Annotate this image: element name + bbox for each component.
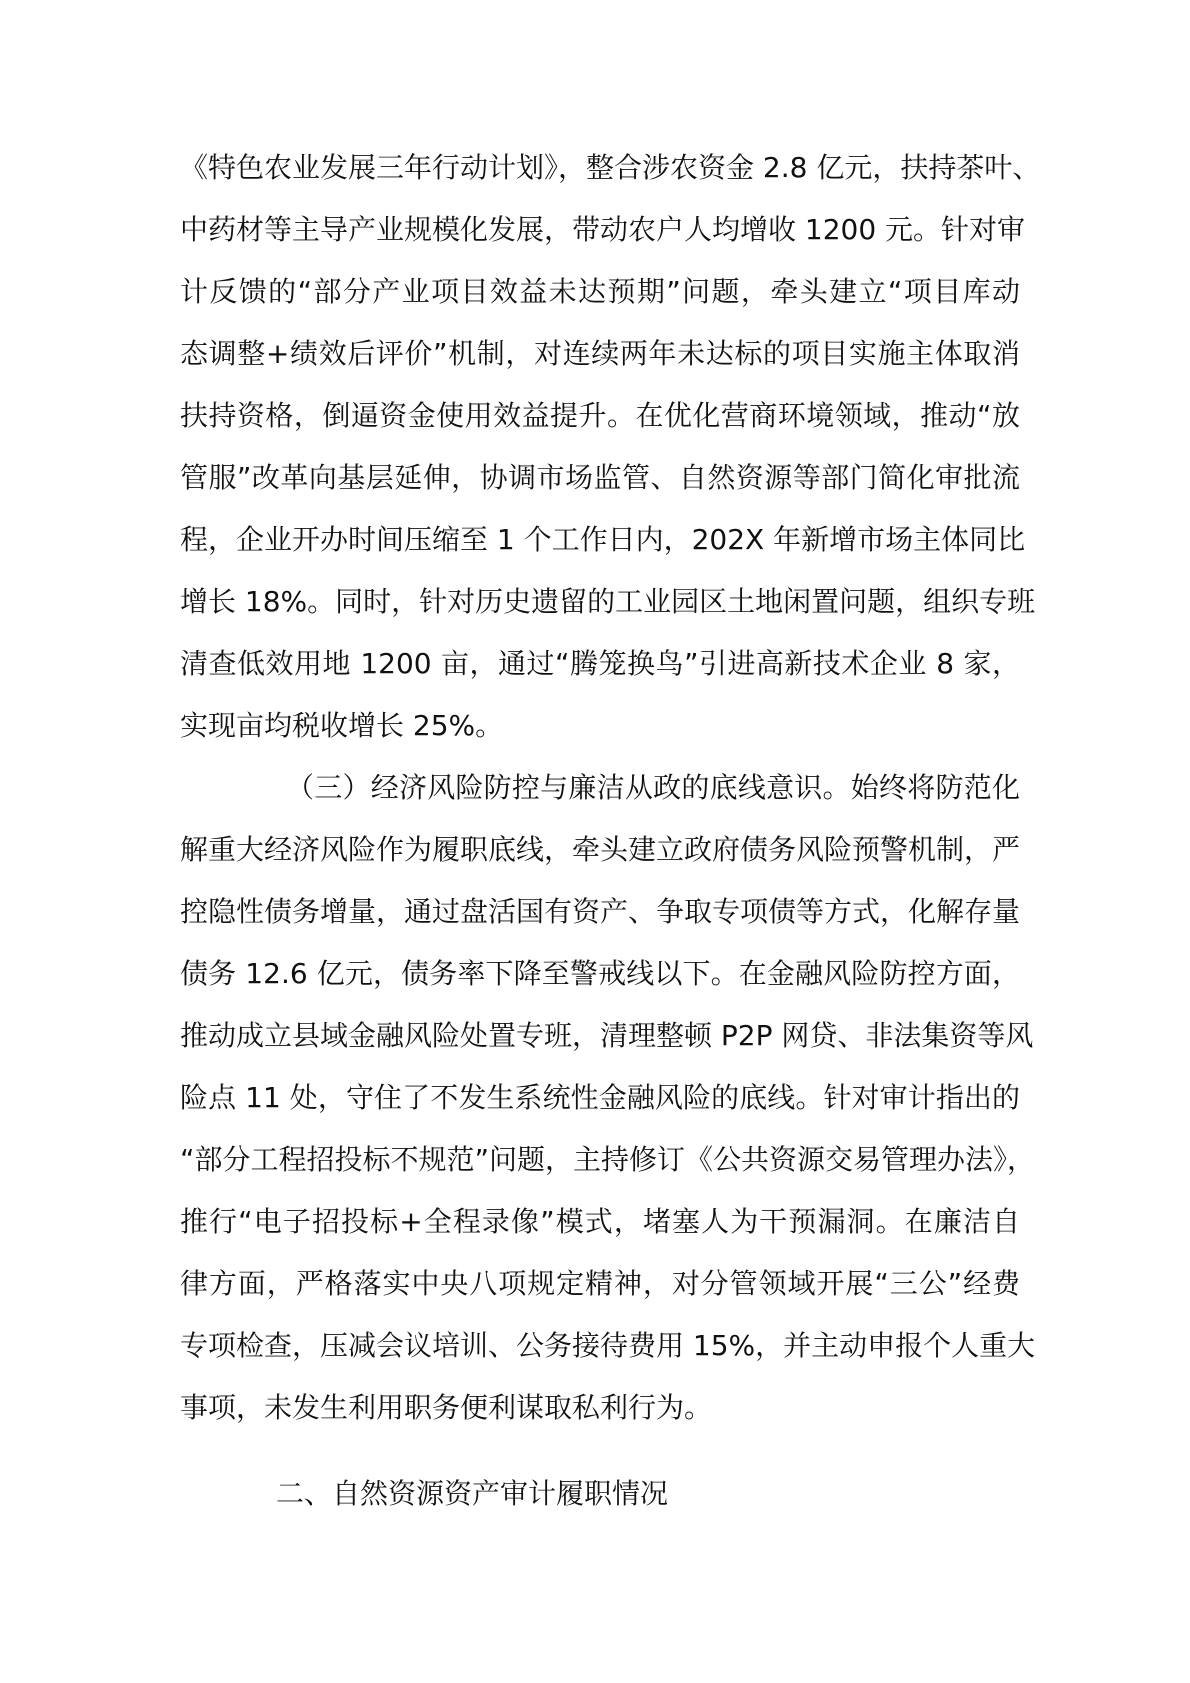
text-line: 实现亩均税收增长 25%。 bbox=[180, 709, 504, 742]
text-line: 增长 18%。同时，针对历史遗留的工业园区土地闲置问题，组织专班 bbox=[180, 585, 1036, 618]
text-line: 计反馈的“部分产业项目效益未达预期”问题，牵头建立“项目库动 bbox=[180, 275, 1020, 308]
text-line: 《特色农业发展三年行动计划》，整合涉农资金 2.8 亿元，扶持茶叶、 bbox=[180, 151, 1041, 184]
section-heading: 二、自然资源资产审计履职情况 bbox=[276, 1477, 669, 1510]
document-page bbox=[180, 148, 1041, 1536]
text-line: 专项检查，压减会议培训、公务接待费用 15%，并主动申报个人重大 bbox=[180, 1329, 1036, 1362]
text-line: 推行“电子招投标+全程录像”模式，堵塞人为干预漏洞。在廉洁自 bbox=[180, 1205, 1020, 1238]
text-line: 清查低效用地 1200 亩，通过“腾笼换鸟”引进高新技术企业 8 家， bbox=[180, 647, 1020, 680]
text-line: 解重大经济风险作为履职底线，牵头建立政府债务风险预警机制，严 bbox=[180, 833, 1021, 866]
text-line: “部分工程招投标不规范”问题，主持修订《公共资源交易管理办法》， bbox=[180, 1143, 1036, 1176]
text-line: 推动成立县域金融风险处置专班，清理整顿 P2P 网贷、非法集资等风 bbox=[180, 1019, 1034, 1052]
text-line: 控隐性债务增量，通过盘活国有资产、争取专项债等方式，化解存量 bbox=[180, 895, 1021, 928]
text-line: 律方面，严格落实中央八项规定精神，对分管领域开展“三公”经费 bbox=[180, 1267, 1020, 1300]
text-line: 扶持资格，倒逼资金使用效益提升。在优化营商环境领域，推动“放 bbox=[180, 399, 1020, 432]
text-line: 管服”改革向基层延伸，协调市场监管、自然资源等部门简化审批流 bbox=[180, 461, 1020, 494]
section-heading-line: （三）经济风险防控与廉洁从政的底线意识。始终将防范化 bbox=[286, 771, 1020, 804]
text-line: 中药材等主导产业规模化发展，带动农户人均增收 1200 元。针对审 bbox=[180, 213, 1026, 246]
text-line: 态调整+绩效后评价”机制，对连续两年未达标的项目实施主体取消 bbox=[180, 337, 1020, 370]
text-line: 险点 11 处，守住了不发生系统性金融风险的底线。针对审计指出的 bbox=[180, 1081, 1020, 1114]
text-line: 债务 12.6 亿元，债务率下降至警戒线以下。在金融风险防控方面， bbox=[180, 957, 1020, 990]
paragraph-1 bbox=[180, 148, 1041, 768]
text-line: 事项，未发生利用职务便利谋取私利行为。 bbox=[180, 1391, 713, 1424]
paragraph-2 bbox=[180, 768, 1036, 1450]
text-line: 程，企业开办时间压缩至 1 个工作日内，202X 年新增市场主体同比 bbox=[180, 523, 1026, 556]
